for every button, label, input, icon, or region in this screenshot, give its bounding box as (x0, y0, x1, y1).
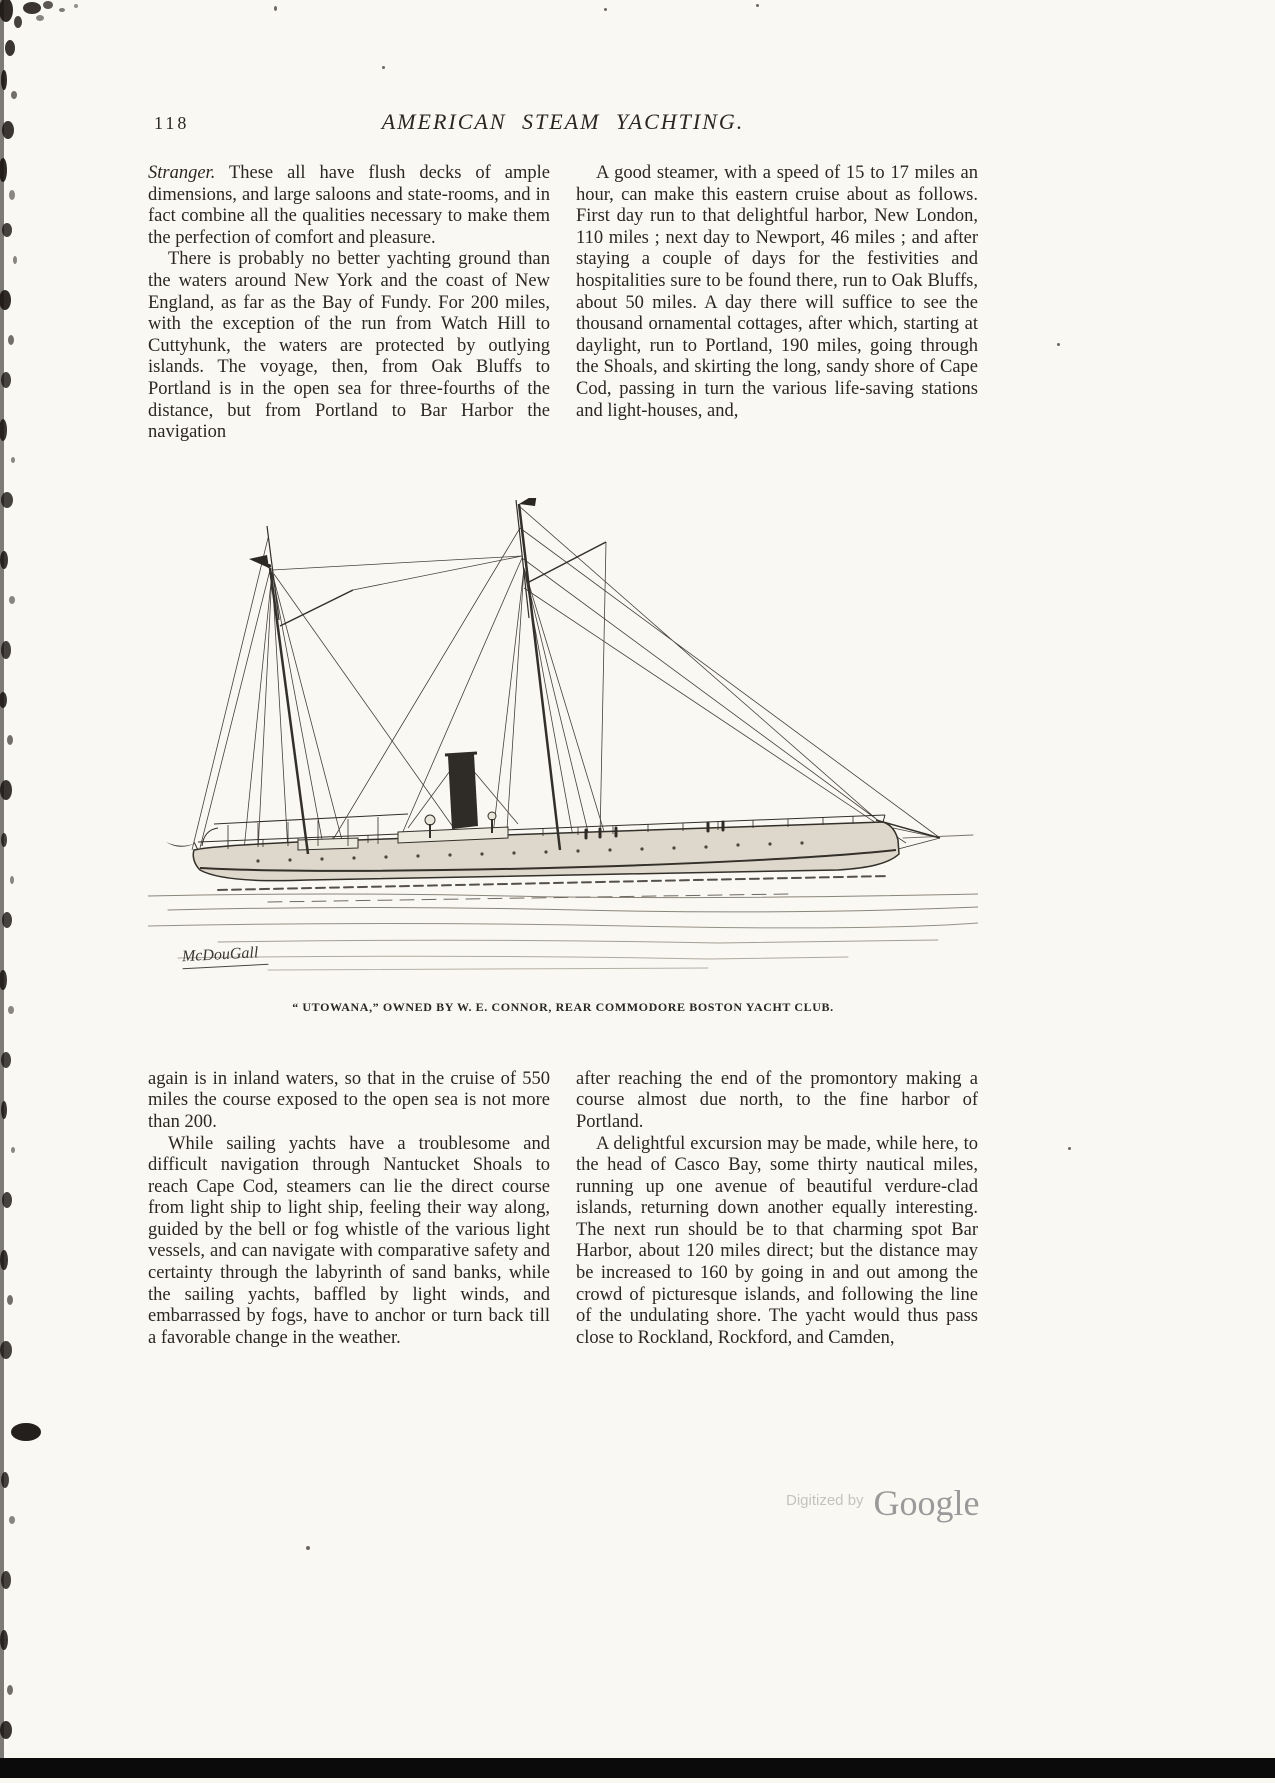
scan-bottom-bar (0, 1758, 1275, 1778)
yacht-figure (148, 498, 978, 1015)
bottom-text-columns (148, 1069, 978, 1350)
figure-caption: “ UTOWANA,” OWNED BY W. E. CONNOR, REAR COMMODORE BOSTON YACHT CLUB. (292, 999, 834, 1014)
scan-speck (382, 66, 385, 69)
deck-structures (166, 753, 508, 850)
scan-speck (604, 8, 607, 11)
top-left-column (148, 163, 550, 444)
page-header-row (148, 103, 978, 145)
paragraph-yachting-ground: There is probably no better yachting ground than the waters around New York and the coast of New England, as far as the Bay of Fundy. For 200 miles, with the exception of the run from Watch Hill to Cuttyhunk, the waters are protected by outlying islands. The voyage, then, from Oak Bluffs to Portland is in the open sea for three-fourths of the distance, but from Portland to Bar Harbor the navigation (148, 249, 550, 443)
scan-edge-artifact (0, 0, 140, 1778)
bottom-right-column (576, 1069, 978, 1350)
scan-speck (756, 4, 759, 7)
top-text-columns (148, 163, 978, 444)
rigging-lines (192, 506, 940, 853)
masthead-flag (519, 498, 537, 506)
paragraph-sailing-yachts: While sailing yachts have a troublesome and difficult navigation through Nantucket Shoals to reach Cape Cod, steamers can lie the direct course from light ship to light ship, feeling their way along, guided by the bell or fog whistle of the various light vessels, and can navigate with comparative safety and certainty through the labyrinth of sand banks, while the sailing yachts, baffled by light winds, and embarrassed by fogs, have to anchor or turn back till a favorable change in the weather. (148, 1133, 550, 1348)
paragraph-excursion: A delightful excursion may be made, while here, to the head of Casco Bay, some thirty nautical miles, running up one avenue of beautiful verdure-clad islands, returning down another equally interesting. The next run should be to that charming spot Bar Harbor, about 120 miles direct; but the distance may be increased to 160 by going in and out among the crowd of picturesque islands, and following the line of the undulating shore. The yacht would thus pass close to Rockland, Rockford, and Camden, (576, 1133, 978, 1348)
paragraph-good-steamer: A good steamer, with a speed of 15 to 17 miles an hour, can make this eastern cruise about as follows. First day run to that delightful harbor, New London, 110 miles ; next day to Newport, 46 miles ; and after staying a couple of days for the festivities and hospitalities sure to be found there, run to Oak Bluffs, about 50 miles. A day there will suffice to see the thousand ornamental cottages, after which, starting at daylight, run to Portland, 190 miles, going through the Shoals, and skirting the long, sandy shore of Cape Cod, passing in turn the various life-saving stations and light-houses, and, (576, 163, 978, 421)
digitized-by-text: Digitized by (786, 1492, 864, 1509)
artist-signature: McDouGall (182, 943, 269, 968)
paragraph-stranger (148, 163, 550, 249)
stern-boat (166, 842, 196, 847)
scan-speck (274, 6, 277, 11)
yacht-drawing (148, 498, 978, 978)
page-number: 118 (154, 113, 190, 133)
ship-name-stranger: Stranger. (148, 163, 216, 183)
scan-speck (1068, 1147, 1071, 1150)
paragraph-inland-waters: again is in inland waters, so that in the cruise of 550 miles the course exposed to the open sea is not more than 200. (148, 1068, 550, 1132)
scan-speck (1057, 343, 1060, 346)
funnel (448, 754, 478, 829)
awning-ridge (214, 814, 408, 824)
yacht-illustration (148, 498, 978, 978)
running-header: AMERICAN STEAM YACHTING. (381, 109, 745, 134)
edge-noise-graphic (0, 0, 140, 1778)
aft-pennant (249, 555, 269, 568)
page-content (148, 103, 978, 1349)
top-right-column (576, 163, 978, 444)
scan-speck (306, 1546, 310, 1550)
paragraph-promontory: after reaching the end of the promontory making a course almost due north, to the fine harbor of Portland. (576, 1068, 978, 1132)
paragraph-text: These all have flush decks of ample dimensions, and large saloons and state-rooms, and in fact combine all the qualities necessary to make them the perfection of comfort and pleasure. (148, 163, 550, 248)
google-logo: Google (873, 1483, 980, 1523)
bottom-left-column (148, 1069, 550, 1350)
digitized-watermark (786, 1482, 980, 1524)
masts (249, 498, 606, 854)
